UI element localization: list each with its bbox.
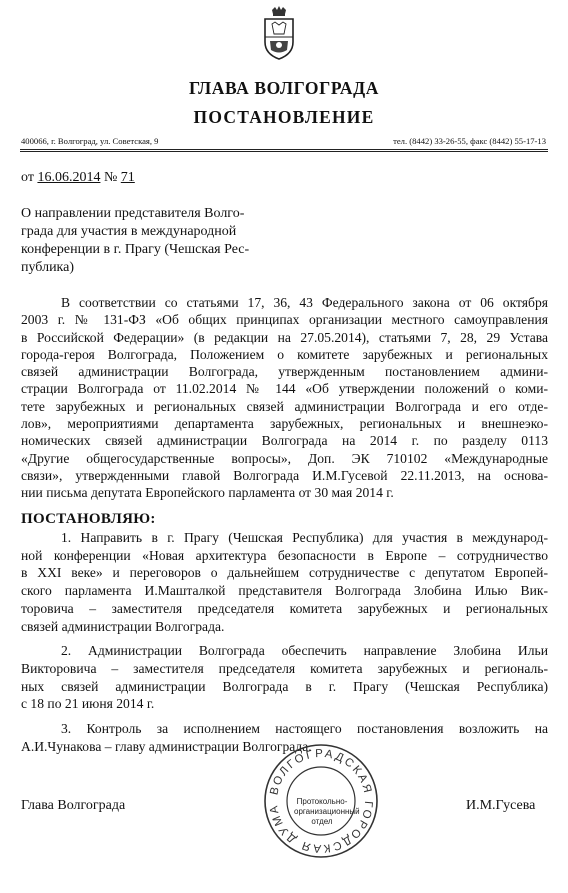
document-kind: ПОСТАНОВЛЕНИЕ bbox=[193, 107, 375, 127]
item-1-line: ского парламента И.Машталкой представителя Волгограда Злобина Илью Вик- bbox=[21, 583, 548, 599]
coat-of-arms-icon bbox=[263, 6, 295, 60]
document-date-number bbox=[21, 169, 135, 187]
item-1-line: торовича – заместителя председателя комитета зарубежных и региональных bbox=[21, 600, 548, 616]
decree-items bbox=[21, 529, 548, 762]
contacts: тел. (8442) 33-26-55, факс (8442) 55-17-13 bbox=[393, 136, 546, 146]
preamble-line: номических связей администрации Волгограда на 2014 г. по разделу 0113 bbox=[21, 433, 548, 449]
preamble-line: города-героя Волгограда, Положением о комитете зарубежных и региональных bbox=[21, 346, 548, 362]
signature-name: И.М.Гусева bbox=[466, 798, 536, 813]
date-prefix: от bbox=[21, 170, 34, 185]
stamp-line: организационный bbox=[294, 807, 360, 816]
subject-line: конференции в г. Прагу (Чешская Рес- bbox=[21, 242, 250, 257]
item-1-line: ной конференции «Новая архитектура безопасности в Европе – сотрудничество bbox=[21, 547, 548, 563]
item-2-line: ных связей администрации Волгограда в г. Прагу (Чешская Республика) bbox=[21, 678, 548, 694]
org-title: ГЛАВА ВОЛГОГРАДА bbox=[188, 78, 380, 98]
item-2-line: 2. Администрации Волгограда обеспечить направление Злобина Ильи bbox=[61, 643, 548, 659]
preamble-line: 2003 г. № 131-ФЗ «Об общих принципах организации местного самоуправления bbox=[21, 312, 548, 328]
stamp-line: отдел bbox=[311, 817, 333, 826]
preamble bbox=[21, 294, 548, 502]
decree-word: ПОСТАНОВЛЯЮ: bbox=[21, 511, 156, 527]
item-2-line: Викторовича – заместителя председателя комитета зарубежных и региональ- bbox=[21, 660, 548, 676]
stamp-line: Протокольно- bbox=[296, 797, 348, 806]
subject-line: О направлении представителя Волго- bbox=[21, 206, 245, 221]
document-subject bbox=[21, 205, 291, 277]
address: 400066, г. Волгоград, ул. Советская, 9 bbox=[21, 136, 159, 146]
item-1-line: связей администрации Волгограда. bbox=[21, 618, 225, 634]
preamble-line: связей администрации Волгограда, утвержденным постановлением админи- bbox=[21, 364, 548, 380]
preamble-line: в Российской Федерации» (в редакции на 27.05.2014), статьями 7, 28, 29 Устава bbox=[21, 329, 548, 345]
preamble-line: «Другие общегосударственные вопросы», Доп. ЭК 710102 «Международные bbox=[21, 450, 548, 466]
subject-line: публика) bbox=[21, 260, 75, 275]
document-date: 16.06.2014 bbox=[37, 170, 101, 185]
preamble-line: нии письма депутата Европейского парламента от 30 мая 2014 г. bbox=[21, 485, 394, 501]
preamble-line: страции Волгограда от 11.02.2014 № 144 «Об утверждении положений о коми- bbox=[21, 381, 548, 397]
header-rule-thin bbox=[20, 151, 548, 152]
preamble-line: связи», утвержденными главой Волгограда И.М.Гусевой 22.11.2013, на основа- bbox=[21, 467, 548, 483]
preamble-line: В соответствии со статьями 17, 36, 43 Федерального закона от 06 октября bbox=[61, 295, 548, 310]
preamble-line: лов», мероприятиями департамента зарубежных, региональных и внешнеэко- bbox=[21, 416, 548, 432]
item-3-line: 3. Контроль за исполнением настоящего постановления возложить на bbox=[61, 721, 548, 737]
document-number: 71 bbox=[120, 170, 135, 185]
header-rule bbox=[20, 149, 548, 150]
stamp-ring-text: ВОЛГОГРАДСКАЯ ГОРОДСКАЯ ДУМА bbox=[267, 747, 375, 855]
item-1-line: в XXI веке» и переговоров о дальнейшем сотрудничестве с депутатом Европей- bbox=[21, 565, 548, 581]
item-3-line: А.И.Чунакова – главу администрации Волгограда. bbox=[21, 738, 312, 754]
stamp-center-text bbox=[294, 797, 360, 827]
item-2-line: с 18 по 21 июня 2014 г. bbox=[21, 696, 155, 712]
preamble-line: тете зарубежных и региональных связей администрации Волгограда и его отде- bbox=[21, 398, 548, 414]
item-1-line: 1. Направить в г. Прагу (Чешская Республика) для участия в международ- bbox=[61, 530, 548, 545]
number-prefix: № bbox=[103, 170, 118, 185]
signature-position: Глава Волгограда bbox=[21, 798, 126, 813]
subject-line: града для участия в международной bbox=[21, 224, 237, 239]
